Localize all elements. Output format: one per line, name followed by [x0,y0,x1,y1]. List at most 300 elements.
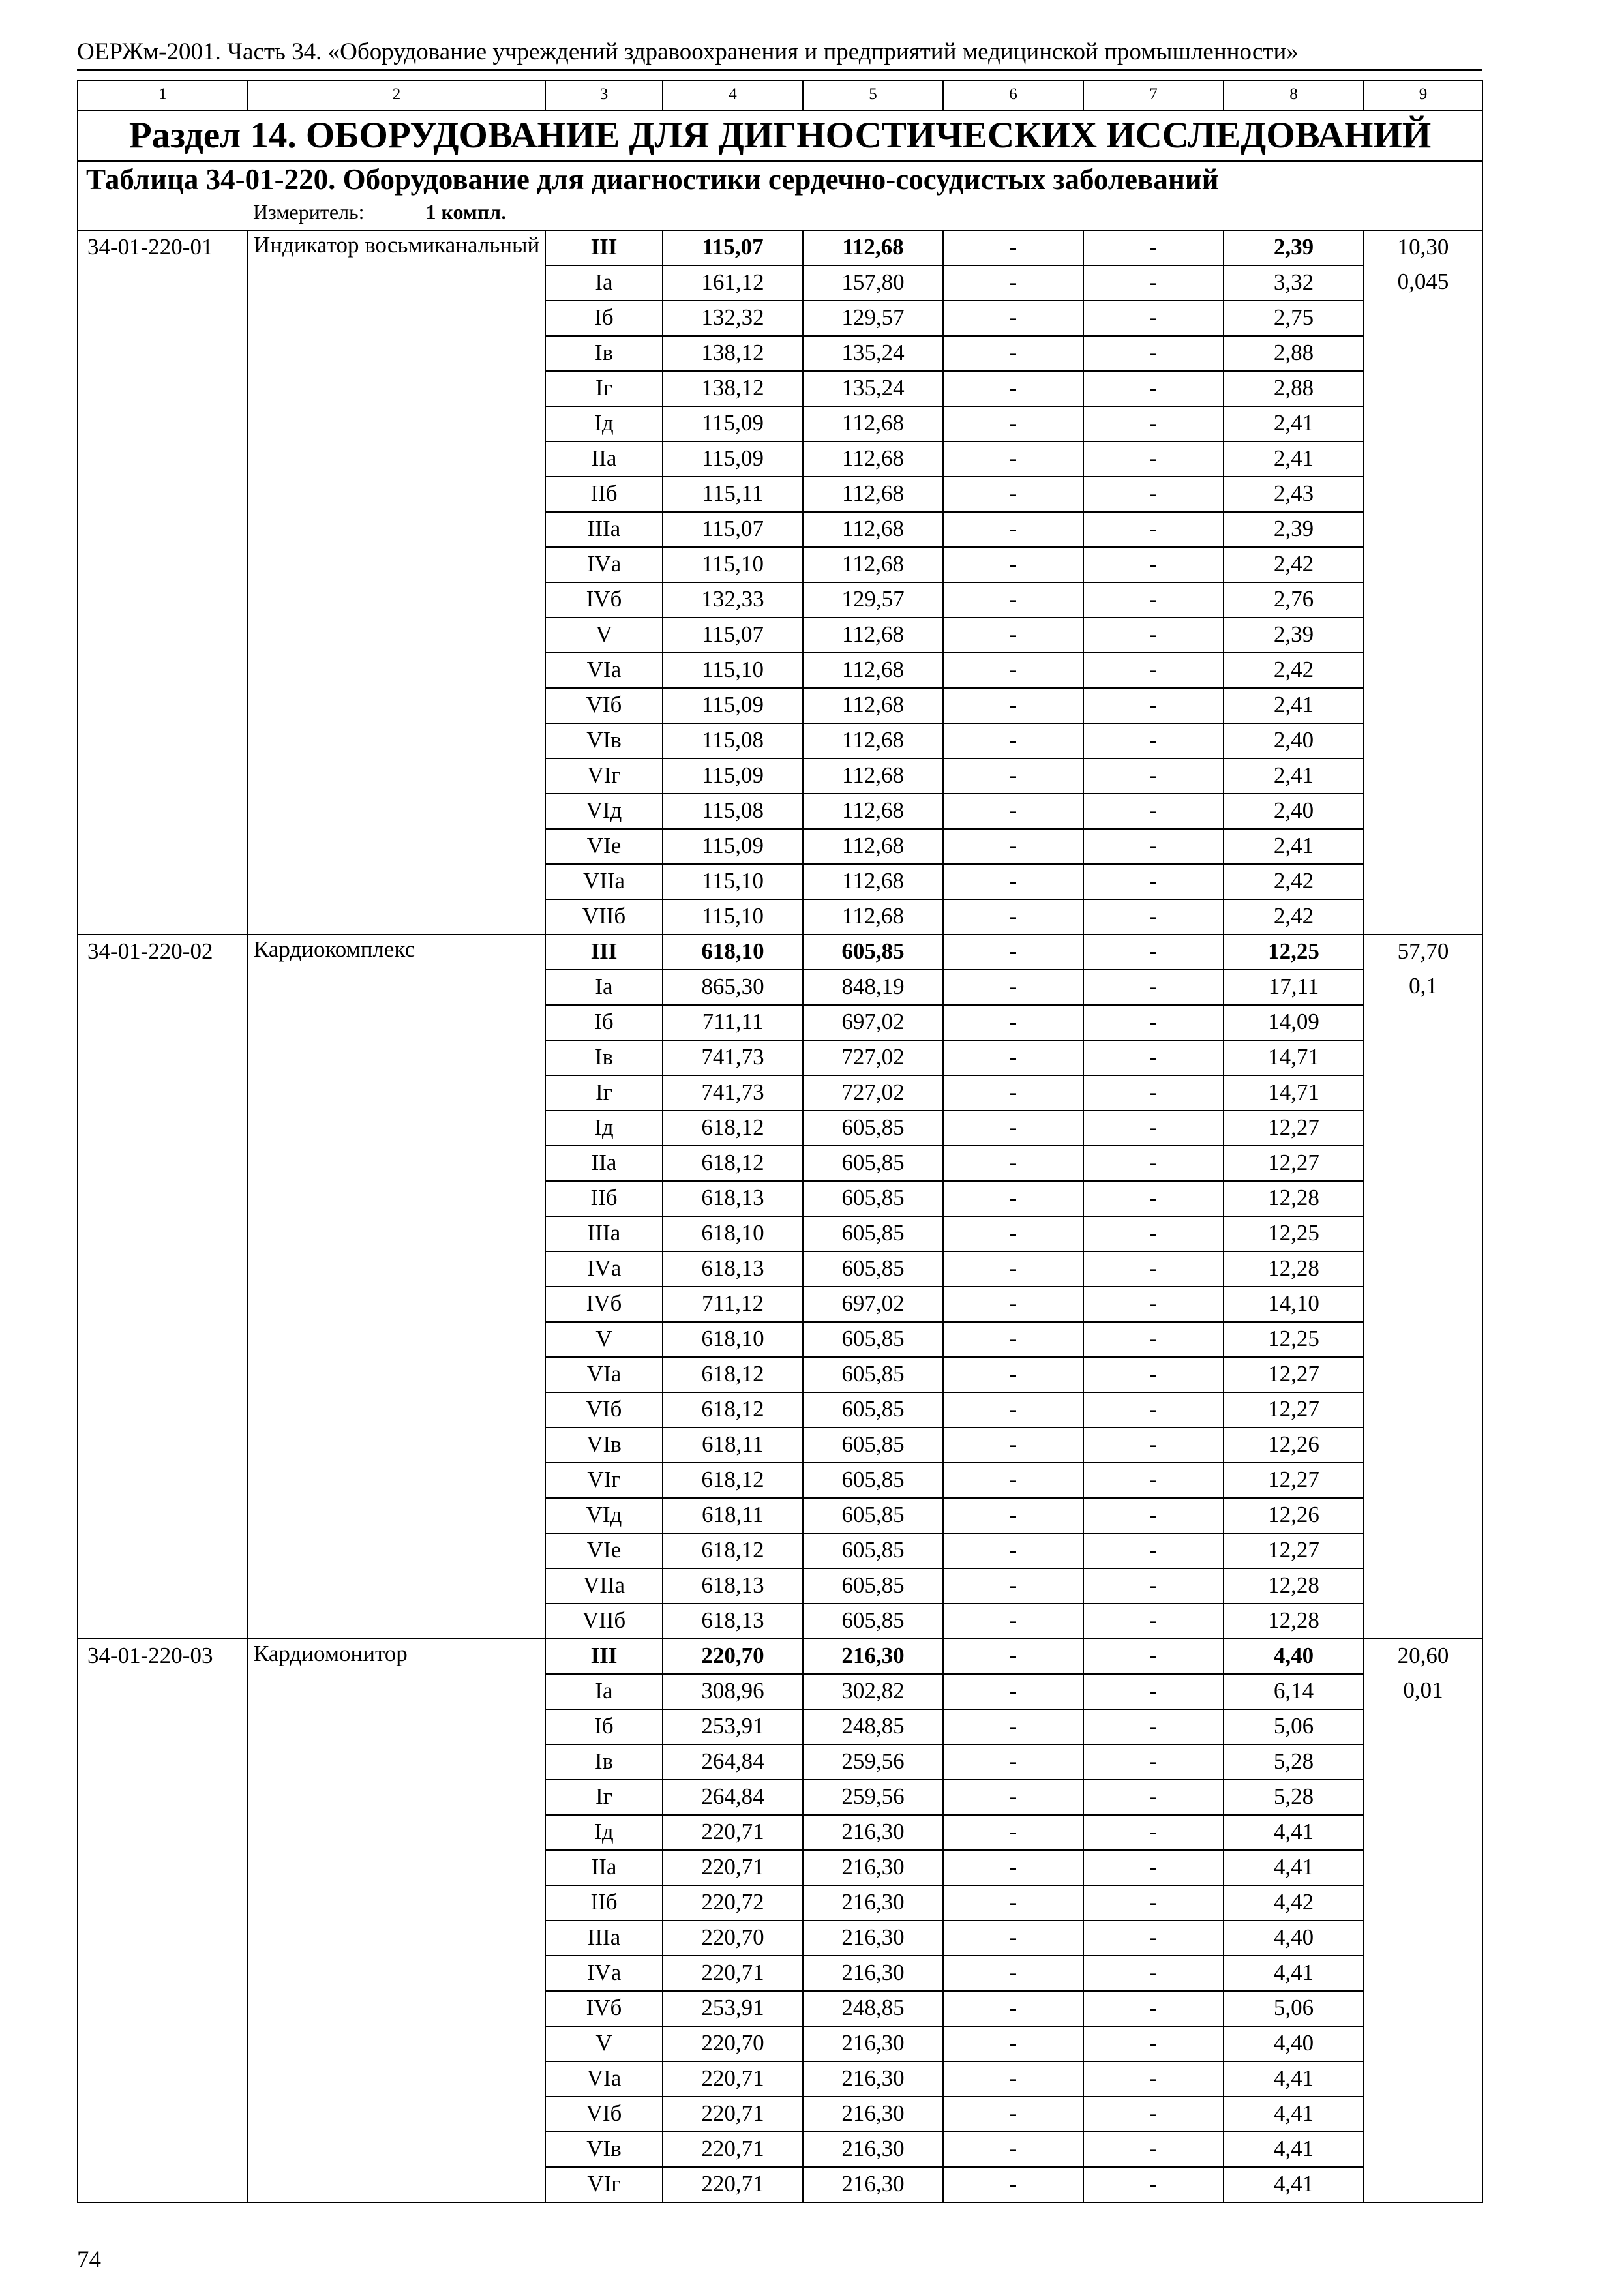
extra-cell [1364,1181,1482,1216]
extra-cell [1364,1146,1482,1181]
item-name [248,794,545,829]
value-cell: - [1083,1885,1224,1921]
item-name [248,1287,545,1322]
value-cell: 605,85 [803,1392,943,1428]
value-cell: - [1083,2061,1224,2097]
value-cell: - [943,1533,1083,1568]
item-code [78,1744,248,1780]
extra-cell [1364,1463,1482,1498]
item-code [78,1146,248,1181]
extra-cell [1364,1005,1482,1040]
item-code [78,1568,248,1604]
zone-cell: VIе [545,1533,663,1568]
value-cell: 253,91 [663,1991,803,2026]
zone-cell: VIа [545,653,663,688]
extra-cell [1364,1040,1482,1075]
unit-line [253,200,506,224]
table-row [78,371,1482,406]
zone-cell: IIIа [545,512,663,547]
item-name [248,1146,545,1181]
zone-cell: V [545,1322,663,1357]
value-cell: 248,85 [803,1991,943,2026]
value-cell: 618,11 [663,1428,803,1463]
value-cell: 216,30 [803,1850,943,1885]
item-code [78,829,248,864]
item-code [78,547,248,582]
item-code [78,1181,248,1216]
value-cell: 253,91 [663,1709,803,1744]
zone-cell: IIа [545,1146,663,1181]
zone-cell: IIIа [545,1216,663,1251]
table-row [78,230,1482,265]
extra-cell [1364,1604,1482,1639]
section-title-row [78,110,1482,161]
item-name [248,864,545,899]
table-body [78,80,1482,2202]
value-cell: 12,27 [1224,1463,1364,1498]
value-cell: 259,56 [803,1744,943,1780]
value-cell: - [1083,477,1224,512]
value-cell: - [1083,230,1224,265]
value-cell: 220,72 [663,1885,803,1921]
value-cell: 112,68 [803,723,943,758]
value-cell: 112,68 [803,794,943,829]
extra-cell [1364,1956,1482,1991]
value-cell: 618,12 [663,1463,803,1498]
zone-cell: VIд [545,1498,663,1533]
zone-cell: IIIа [545,1921,663,1956]
value-cell: 157,80 [803,265,943,301]
table-row [78,723,1482,758]
item-name [248,1111,545,1146]
value-cell: - [1083,1216,1224,1251]
value-cell: 727,02 [803,1040,943,1075]
item-name [248,2167,545,2202]
extra-cell [1364,1991,1482,2026]
value-cell: - [1083,618,1224,653]
item-code [78,1709,248,1744]
value-cell: - [1083,1181,1224,1216]
extra-cell [1364,1357,1482,1392]
value-cell: 161,12 [663,265,803,301]
extra-cell: 20,60 [1364,1639,1482,1674]
extra-cell [1364,1216,1482,1251]
table-row [78,970,1482,1005]
zone-cell: Iд [545,1111,663,1146]
extra-cell [1364,723,1482,758]
extra-cell [1364,2026,1482,2061]
value-cell: - [943,1005,1083,1040]
table-row [78,935,1482,970]
value-cell: 112,68 [803,653,943,688]
item-name [248,1815,545,1850]
value-cell: 605,85 [803,935,943,970]
value-cell: - [943,1744,1083,1780]
value-cell: 605,85 [803,1146,943,1181]
extra-cell: 0,045 [1364,265,1482,301]
value-cell: 14,71 [1224,1040,1364,1075]
extra-cell [1364,1709,1482,1744]
value-cell: - [1083,547,1224,582]
item-name [248,441,545,477]
value-cell: - [943,1322,1083,1357]
zone-cell: III [545,935,663,970]
value-cell: 605,85 [803,1498,943,1533]
table-row [78,794,1482,829]
table-row [78,899,1482,935]
zone-cell: VIб [545,1392,663,1428]
value-cell: 112,68 [803,441,943,477]
column-number-row [78,80,1482,110]
value-cell: - [1083,829,1224,864]
value-cell: 115,09 [663,758,803,794]
table-title-row [78,161,1482,230]
item-name [248,1463,545,1498]
zone-cell: VIIб [545,899,663,935]
extra-cell [1364,618,1482,653]
extra-cell [1364,301,1482,336]
value-cell: - [1083,794,1224,829]
value-cell: - [1083,1850,1224,1885]
item-name [248,1181,545,1216]
item-code [78,1991,248,2026]
extra-cell: 0,1 [1364,970,1482,1005]
table-row [78,1885,1482,1921]
value-cell: - [1083,1533,1224,1568]
value-cell: - [1083,1639,1224,1674]
extra-cell [1364,2061,1482,2097]
value-cell: 741,73 [663,1075,803,1111]
value-cell: 12,27 [1224,1111,1364,1146]
zone-cell: VIв [545,723,663,758]
value-cell: - [943,441,1083,477]
value-cell: - [943,935,1083,970]
value-cell: 618,10 [663,1216,803,1251]
table-row [78,1357,1482,1392]
value-cell: 605,85 [803,1322,943,1357]
table-row [78,1040,1482,1075]
value-cell: - [1083,265,1224,301]
item-code [78,899,248,935]
zone-cell: VIIб [545,1604,663,1639]
value-cell: - [1083,1005,1224,1040]
value-cell: - [1083,688,1224,723]
value-cell: - [943,1850,1083,1885]
value-cell: 6,14 [1224,1674,1364,1709]
column-number: 3 [545,80,663,110]
value-cell: 4,40 [1224,1921,1364,1956]
zone-cell: IIа [545,441,663,477]
unit-label: Измеритель: [253,200,365,224]
zone-cell: Iг [545,1780,663,1815]
extra-cell [1364,1287,1482,1322]
value-cell: - [943,477,1083,512]
table-row [78,1780,1482,1815]
extra-cell [1364,1498,1482,1533]
extra-cell [1364,1744,1482,1780]
item-name [248,1533,545,1568]
item-name [248,829,545,864]
item-name [248,1709,545,1744]
table-row [78,582,1482,618]
extra-cell [1364,2132,1482,2167]
table-row [78,1639,1482,1674]
value-cell: - [1083,1991,1224,2026]
value-cell: - [1083,336,1224,371]
value-cell: - [1083,2167,1224,2202]
table-row [78,2097,1482,2132]
value-cell: 3,32 [1224,265,1364,301]
value-cell: 14,09 [1224,1005,1364,1040]
item-name [248,2132,545,2167]
value-cell: - [1083,1744,1224,1780]
item-name [248,1744,545,1780]
value-cell: 115,07 [663,618,803,653]
value-cell: - [943,899,1083,935]
item-code [78,688,248,723]
item-code [78,2097,248,2132]
value-cell: 12,25 [1224,1322,1364,1357]
value-cell: 132,33 [663,582,803,618]
value-cell: 220,70 [663,1639,803,1674]
table-row [78,1111,1482,1146]
value-cell: 711,11 [663,1005,803,1040]
table-row [78,1075,1482,1111]
value-cell: - [1083,582,1224,618]
value-cell: 12,28 [1224,1568,1364,1604]
value-cell: 4,41 [1224,2061,1364,2097]
table-row [78,1216,1482,1251]
value-cell: 17,11 [1224,970,1364,1005]
value-cell: 4,41 [1224,1815,1364,1850]
value-cell: 216,30 [803,2026,943,2061]
value-cell: 220,71 [663,2061,803,2097]
value-cell: 5,28 [1224,1780,1364,1815]
value-cell: - [1083,1956,1224,1991]
value-cell: - [1083,1075,1224,1111]
value-cell: 264,84 [663,1744,803,1780]
value-cell: - [943,1498,1083,1533]
value-cell: 5,28 [1224,1744,1364,1780]
value-cell: - [943,1463,1083,1498]
value-cell: - [943,653,1083,688]
value-cell: 216,30 [803,1815,943,1850]
value-cell: 605,85 [803,1111,943,1146]
value-cell: - [943,2132,1083,2167]
value-cell: 115,08 [663,794,803,829]
value-cell: 4,41 [1224,2132,1364,2167]
value-cell: 216,30 [803,1956,943,1991]
table-row [78,441,1482,477]
item-name [248,1040,545,1075]
item-code [78,2061,248,2097]
zone-cell: V [545,2026,663,2061]
zone-cell: VIа [545,2061,663,2097]
item-code [78,1392,248,1428]
item-code [78,723,248,758]
value-cell: - [1083,1921,1224,1956]
item-code [78,2026,248,2061]
zone-cell: Iд [545,1815,663,1850]
table-row [78,1533,1482,1568]
item-code [78,1040,248,1075]
value-cell: 5,06 [1224,1991,1364,2026]
zone-cell: Iб [545,1005,663,1040]
value-cell: - [943,864,1083,899]
value-cell: 220,70 [663,1921,803,1956]
zone-cell: IIа [545,1850,663,1885]
value-cell: 112,68 [803,864,943,899]
value-cell: 12,26 [1224,1498,1364,1533]
value-cell: 605,85 [803,1216,943,1251]
value-cell: 112,68 [803,547,943,582]
extra-cell [1364,1428,1482,1463]
value-cell: - [1083,441,1224,477]
zone-cell: VIв [545,1428,663,1463]
item-code [78,1674,248,1709]
item-name [248,547,545,582]
value-cell: 14,10 [1224,1287,1364,1322]
extra-cell [1364,547,1482,582]
value-cell: 220,71 [663,2132,803,2167]
value-cell: - [1083,512,1224,547]
value-cell: - [1083,1146,1224,1181]
value-cell: 848,19 [803,970,943,1005]
extra-cell [1364,1780,1482,1815]
value-cell: - [943,1780,1083,1815]
item-code: 34-01-220-03 [78,1639,248,1674]
zone-cell: Iг [545,371,663,406]
value-cell: - [943,1885,1083,1921]
item-name [248,1780,545,1815]
extra-cell [1364,512,1482,547]
table-row [78,1921,1482,1956]
extra-cell [1364,582,1482,618]
value-cell: - [943,1991,1083,2026]
value-cell: 5,06 [1224,1709,1364,1744]
value-cell: 618,10 [663,935,803,970]
value-cell: 220,71 [663,2097,803,2132]
zone-cell: VIг [545,2167,663,2202]
value-cell: 2,42 [1224,899,1364,935]
item-code [78,1850,248,1885]
value-cell: 216,30 [803,1921,943,1956]
value-cell: 115,07 [663,230,803,265]
value-cell: 605,85 [803,1463,943,1498]
zone-cell: IIб [545,477,663,512]
column-number: 1 [78,80,248,110]
value-cell: - [943,1568,1083,1604]
value-cell: - [1083,758,1224,794]
value-cell: 220,71 [663,1850,803,1885]
table-row [78,653,1482,688]
table-row [78,2026,1482,2061]
value-cell: 12,28 [1224,1604,1364,1639]
item-name [248,1674,545,1709]
zone-cell: Iв [545,336,663,371]
item-name [248,2097,545,2132]
table-row [78,1392,1482,1428]
table-row [78,864,1482,899]
item-code [78,1287,248,1322]
extra-cell [1364,688,1482,723]
value-cell: - [1083,1709,1224,1744]
value-cell: 129,57 [803,301,943,336]
value-cell: - [1083,1287,1224,1322]
item-code [78,618,248,653]
item-code [78,970,248,1005]
value-cell: - [943,1815,1083,1850]
value-cell: 115,10 [663,864,803,899]
zone-cell: Iд [545,406,663,441]
item-code [78,1921,248,1956]
table-row [78,829,1482,864]
table-row [78,477,1482,512]
value-cell: - [943,1111,1083,1146]
value-cell: 2,88 [1224,336,1364,371]
value-cell: 2,40 [1224,794,1364,829]
extra-cell [1364,371,1482,406]
item-name [248,406,545,441]
item-name [248,1604,545,1639]
extra-cell [1364,1815,1482,1850]
item-code [78,477,248,512]
item-code: 34-01-220-01 [78,230,248,265]
value-cell: 220,70 [663,2026,803,2061]
value-cell: - [1083,1251,1224,1287]
value-cell: 2,42 [1224,864,1364,899]
column-number: 6 [943,80,1083,110]
table-row [78,1428,1482,1463]
item-code [78,371,248,406]
value-cell: 2,41 [1224,441,1364,477]
value-cell: - [943,1075,1083,1111]
table-row [78,1146,1482,1181]
table-row [78,336,1482,371]
value-cell: 115,09 [663,406,803,441]
extra-cell [1364,1075,1482,1111]
value-cell: 216,30 [803,2167,943,2202]
item-name [248,723,545,758]
value-cell: 112,68 [803,406,943,441]
value-cell: 135,24 [803,371,943,406]
value-cell: 12,25 [1224,1216,1364,1251]
value-cell: 605,85 [803,1568,943,1604]
extra-cell [1364,794,1482,829]
value-cell: 618,12 [663,1533,803,1568]
item-code [78,1075,248,1111]
value-cell: 618,12 [663,1357,803,1392]
extra-cell [1364,899,1482,935]
value-cell: - [1083,1040,1224,1075]
value-cell: - [943,1674,1083,1709]
value-cell: 216,30 [803,2097,943,2132]
item-name: Кардиомонитор [248,1639,545,1674]
value-cell: 302,82 [803,1674,943,1709]
extra-cell: 57,70 [1364,935,1482,970]
table-row [78,1850,1482,1885]
header-rule [77,69,1482,71]
column-number: 9 [1364,80,1482,110]
value-cell: - [943,582,1083,618]
zone-cell: Iв [545,1744,663,1780]
value-cell: - [943,1709,1083,1744]
value-cell: - [1083,1392,1224,1428]
extra-cell [1364,1392,1482,1428]
zone-cell: VIа [545,1357,663,1392]
item-name [248,336,545,371]
item-code [78,1463,248,1498]
